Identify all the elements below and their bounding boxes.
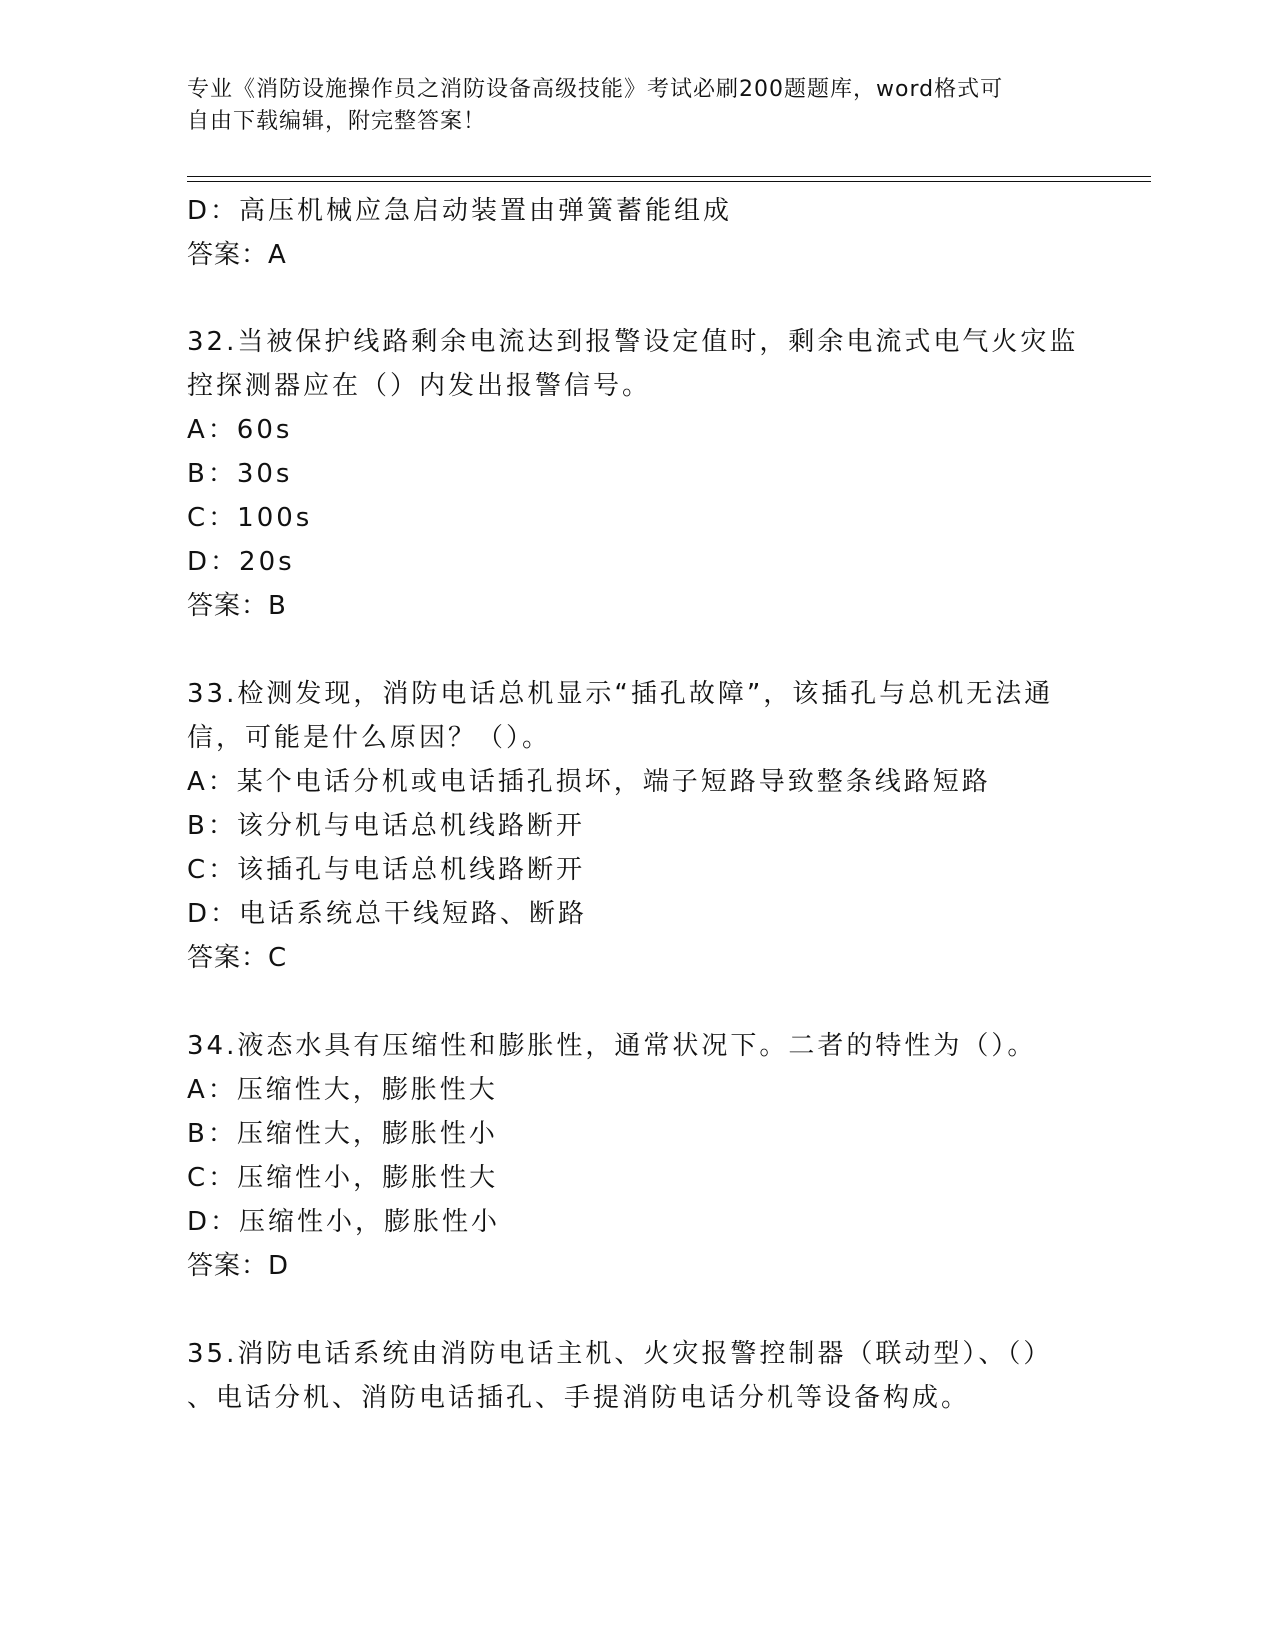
q32-option-b: B：30s — [187, 459, 293, 489]
q32-answer: 答案：B — [187, 591, 287, 621]
header-line-2: 自由下载编辑，附完整答案！ — [187, 109, 487, 134]
q33-option-d: D：电话系统总干线短路、断路 — [187, 899, 588, 929]
q33-text-line-2: 信，可能是什么原因？（）。 — [187, 723, 552, 753]
q33-option-c: C：该插孔与电话总机线路断开 — [187, 855, 586, 885]
q32-option-a: A：60s — [187, 415, 293, 445]
prev-option-d: D：高压机械应急启动装置由弹簧蓄能组成 — [187, 196, 733, 226]
header-rule-top — [187, 176, 1151, 177]
header-rule-bottom — [187, 181, 1151, 182]
q33-option-a: A：某个电话分机或电话插孔损坏，端子短路导致整条线路短路 — [187, 767, 991, 797]
q32-text-line-2: 控探测器应在（）内发出报警信号。 — [187, 371, 652, 401]
q33-option-b: B：该分机与电话总机线路断开 — [187, 811, 585, 841]
q34-option-c: C：压缩性小，膨胀性大 — [187, 1163, 499, 1193]
q32-option-c: C：100s — [187, 503, 313, 533]
q35-text-line-1: 35.消防电话系统由消防电话主机、火灾报警控制器（联动型）、（） — [187, 1339, 1053, 1369]
header-line-1: 专业《消防设施操作员之消防设备高级技能》考试必刷200题题库，word格式可 — [187, 77, 1004, 102]
q34-text-line-1: 34.液态水具有压缩性和膨胀性，通常状况下。二者的特性为（）。 — [187, 1031, 1037, 1061]
q34-option-b: B：压缩性大，膨胀性小 — [187, 1119, 498, 1149]
prev-answer: 答案：A — [187, 240, 287, 270]
q33-answer: 答案：C — [187, 943, 288, 973]
q34-option-d: D：压缩性小，膨胀性小 — [187, 1207, 501, 1237]
document-header — [187, 74, 1087, 138]
q34-option-a: A：压缩性大，膨胀性大 — [187, 1075, 498, 1105]
q35-text-line-2: 、电话分机、消防电话插孔、手提消防电话分机等设备构成。 — [187, 1383, 971, 1413]
q32-text-line-1: 32.当被保护线路剩余电流达到报警设定值时，剩余电流式电气火灾监 — [187, 327, 1079, 357]
q33-text-line-1: 33.检测发现，消防电话总机显示“插孔故障”，该插孔与总机无法通 — [187, 679, 1054, 709]
q34-answer: 答案：D — [187, 1251, 290, 1281]
q32-option-d: D：20s — [187, 547, 295, 577]
